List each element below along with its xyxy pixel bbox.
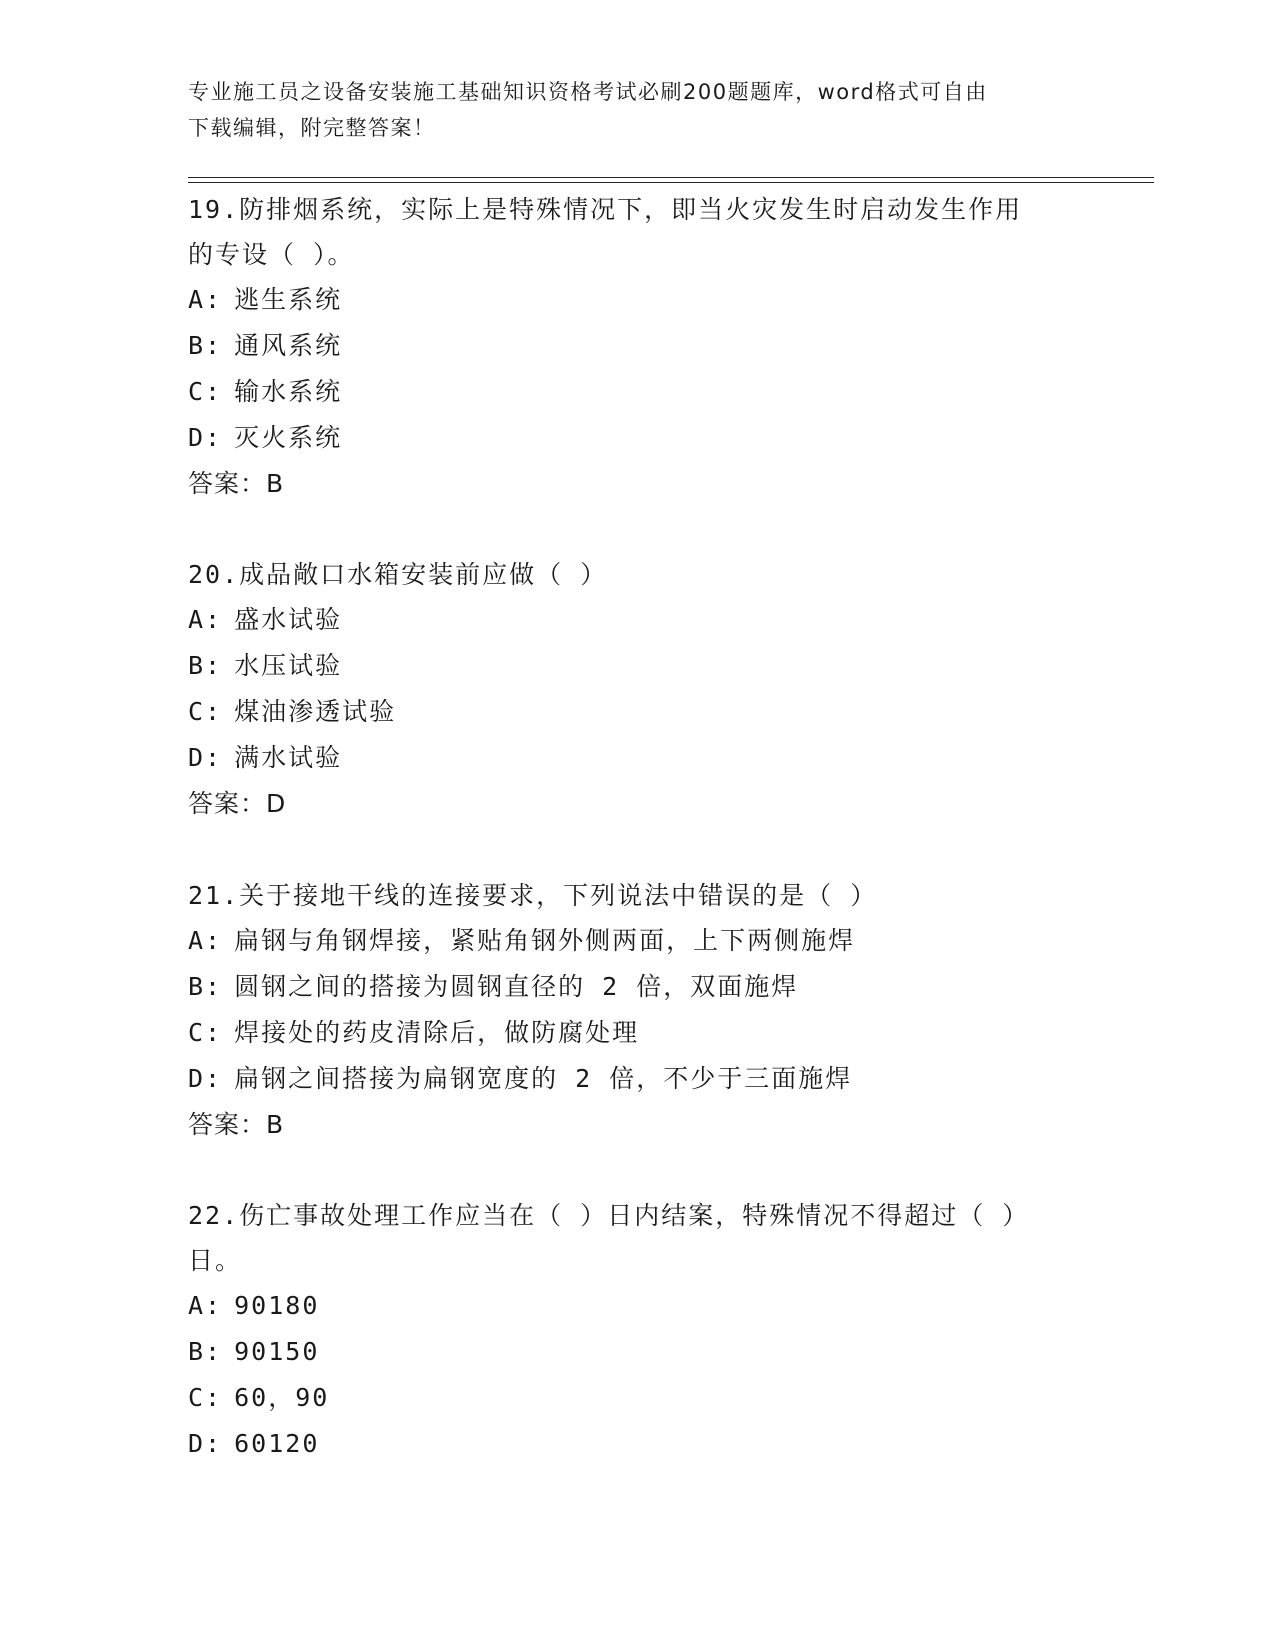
option-text: 逃生系统 xyxy=(234,285,343,314)
option-letter: A: xyxy=(188,926,223,955)
question-title-line-1: 21.关于接地干线的连接要求，下列说法中错误的是（ ） xyxy=(188,881,878,910)
question-title-line-1: 20.成品敞口水箱安装前应做（ ） xyxy=(188,560,608,589)
option-text: 水压试验 xyxy=(234,651,343,680)
question-title-line-1: 19.防排烟系统，实际上是特殊情况下，即当火灾发生时启动发生作用 xyxy=(188,195,1023,224)
question-19 xyxy=(188,186,1088,507)
option-letter: A: xyxy=(188,285,223,314)
option-a xyxy=(188,597,1088,643)
question-21 xyxy=(188,872,1088,1148)
header-divider-bottom xyxy=(188,182,1154,183)
answer-line: 答案：B xyxy=(188,1110,285,1139)
option-d xyxy=(188,415,1088,461)
option-b xyxy=(188,643,1088,689)
option-text: 盛水试验 xyxy=(234,605,343,634)
option-c xyxy=(188,1375,1088,1421)
option-text: 满水试验 xyxy=(234,743,343,772)
option-letter: B: xyxy=(188,972,223,1001)
option-text: 90180 xyxy=(234,1291,320,1320)
option-letter: C: xyxy=(188,377,223,406)
option-d xyxy=(188,1421,1088,1467)
options-list xyxy=(188,918,1088,1102)
option-d xyxy=(188,1056,1088,1102)
option-b xyxy=(188,1329,1088,1375)
option-letter: D: xyxy=(188,743,223,772)
option-text: 焊接处的药皮清除后，做防腐处理 xyxy=(234,1018,640,1047)
answer-line: 答案：B xyxy=(188,469,285,498)
option-c xyxy=(188,1010,1088,1056)
question-title xyxy=(188,872,1088,918)
option-a xyxy=(188,918,1088,964)
option-text: 60120 xyxy=(234,1429,320,1458)
question-title-line-1: 22.伤亡事故处理工作应当在（ ）日内结案，特殊情况不得超过（ ） xyxy=(188,1201,1030,1230)
header-divider-top xyxy=(188,177,1154,178)
option-b xyxy=(188,323,1088,369)
option-letter: D: xyxy=(188,423,223,452)
option-c xyxy=(188,369,1088,415)
question-title xyxy=(188,186,1088,277)
option-letter: C: xyxy=(188,1018,223,1047)
option-text: 90150 xyxy=(234,1337,320,1366)
option-letter: A: xyxy=(188,1291,223,1320)
option-text: 扁钢之间搭接为扁钢宽度的 2 倍，不少于三面施焊 xyxy=(234,1064,853,1093)
option-text: 圆钢之间的搭接为圆钢直径的 2 倍，双面施焊 xyxy=(234,972,799,1001)
option-letter: B: xyxy=(188,331,223,360)
option-text: 60，90 xyxy=(234,1383,330,1412)
option-letter: C: xyxy=(188,1383,223,1412)
options-list xyxy=(188,277,1088,461)
header-line-2: 下载编辑，附完整答案！ xyxy=(188,116,436,140)
answer-line: 答案：D xyxy=(188,789,287,818)
option-letter: A: xyxy=(188,605,223,634)
option-a xyxy=(188,277,1088,323)
option-letter: D: xyxy=(188,1064,223,1093)
document-header xyxy=(188,74,1068,146)
header-line-1: 专业施工员之设备安装施工基础知识资格考试必刷200题题库，word格式可自由 xyxy=(188,80,988,104)
option-letter: D: xyxy=(188,1429,223,1458)
option-text: 输水系统 xyxy=(234,377,343,406)
question-title-line-2: 日。 xyxy=(188,1246,243,1275)
options-list xyxy=(188,597,1088,781)
question-22 xyxy=(188,1192,1088,1467)
option-text: 扁钢与角钢焊接，紧贴角钢外侧两面，上下两侧施焊 xyxy=(234,926,856,955)
question-20 xyxy=(188,551,1088,827)
options-list xyxy=(188,1283,1088,1467)
option-text: 通风系统 xyxy=(234,331,343,360)
option-letter: C: xyxy=(188,697,223,726)
option-letter: B: xyxy=(188,1337,223,1366)
option-d xyxy=(188,735,1088,781)
option-text: 煤油渗透试验 xyxy=(234,697,397,726)
question-title xyxy=(188,1192,1088,1283)
question-title-line-2: 的专设（ ）。 xyxy=(188,240,355,269)
question-title xyxy=(188,551,1088,597)
option-a xyxy=(188,1283,1088,1329)
option-c xyxy=(188,689,1088,735)
option-b xyxy=(188,964,1088,1010)
option-letter: B: xyxy=(188,651,223,680)
option-text: 灭火系统 xyxy=(234,423,343,452)
